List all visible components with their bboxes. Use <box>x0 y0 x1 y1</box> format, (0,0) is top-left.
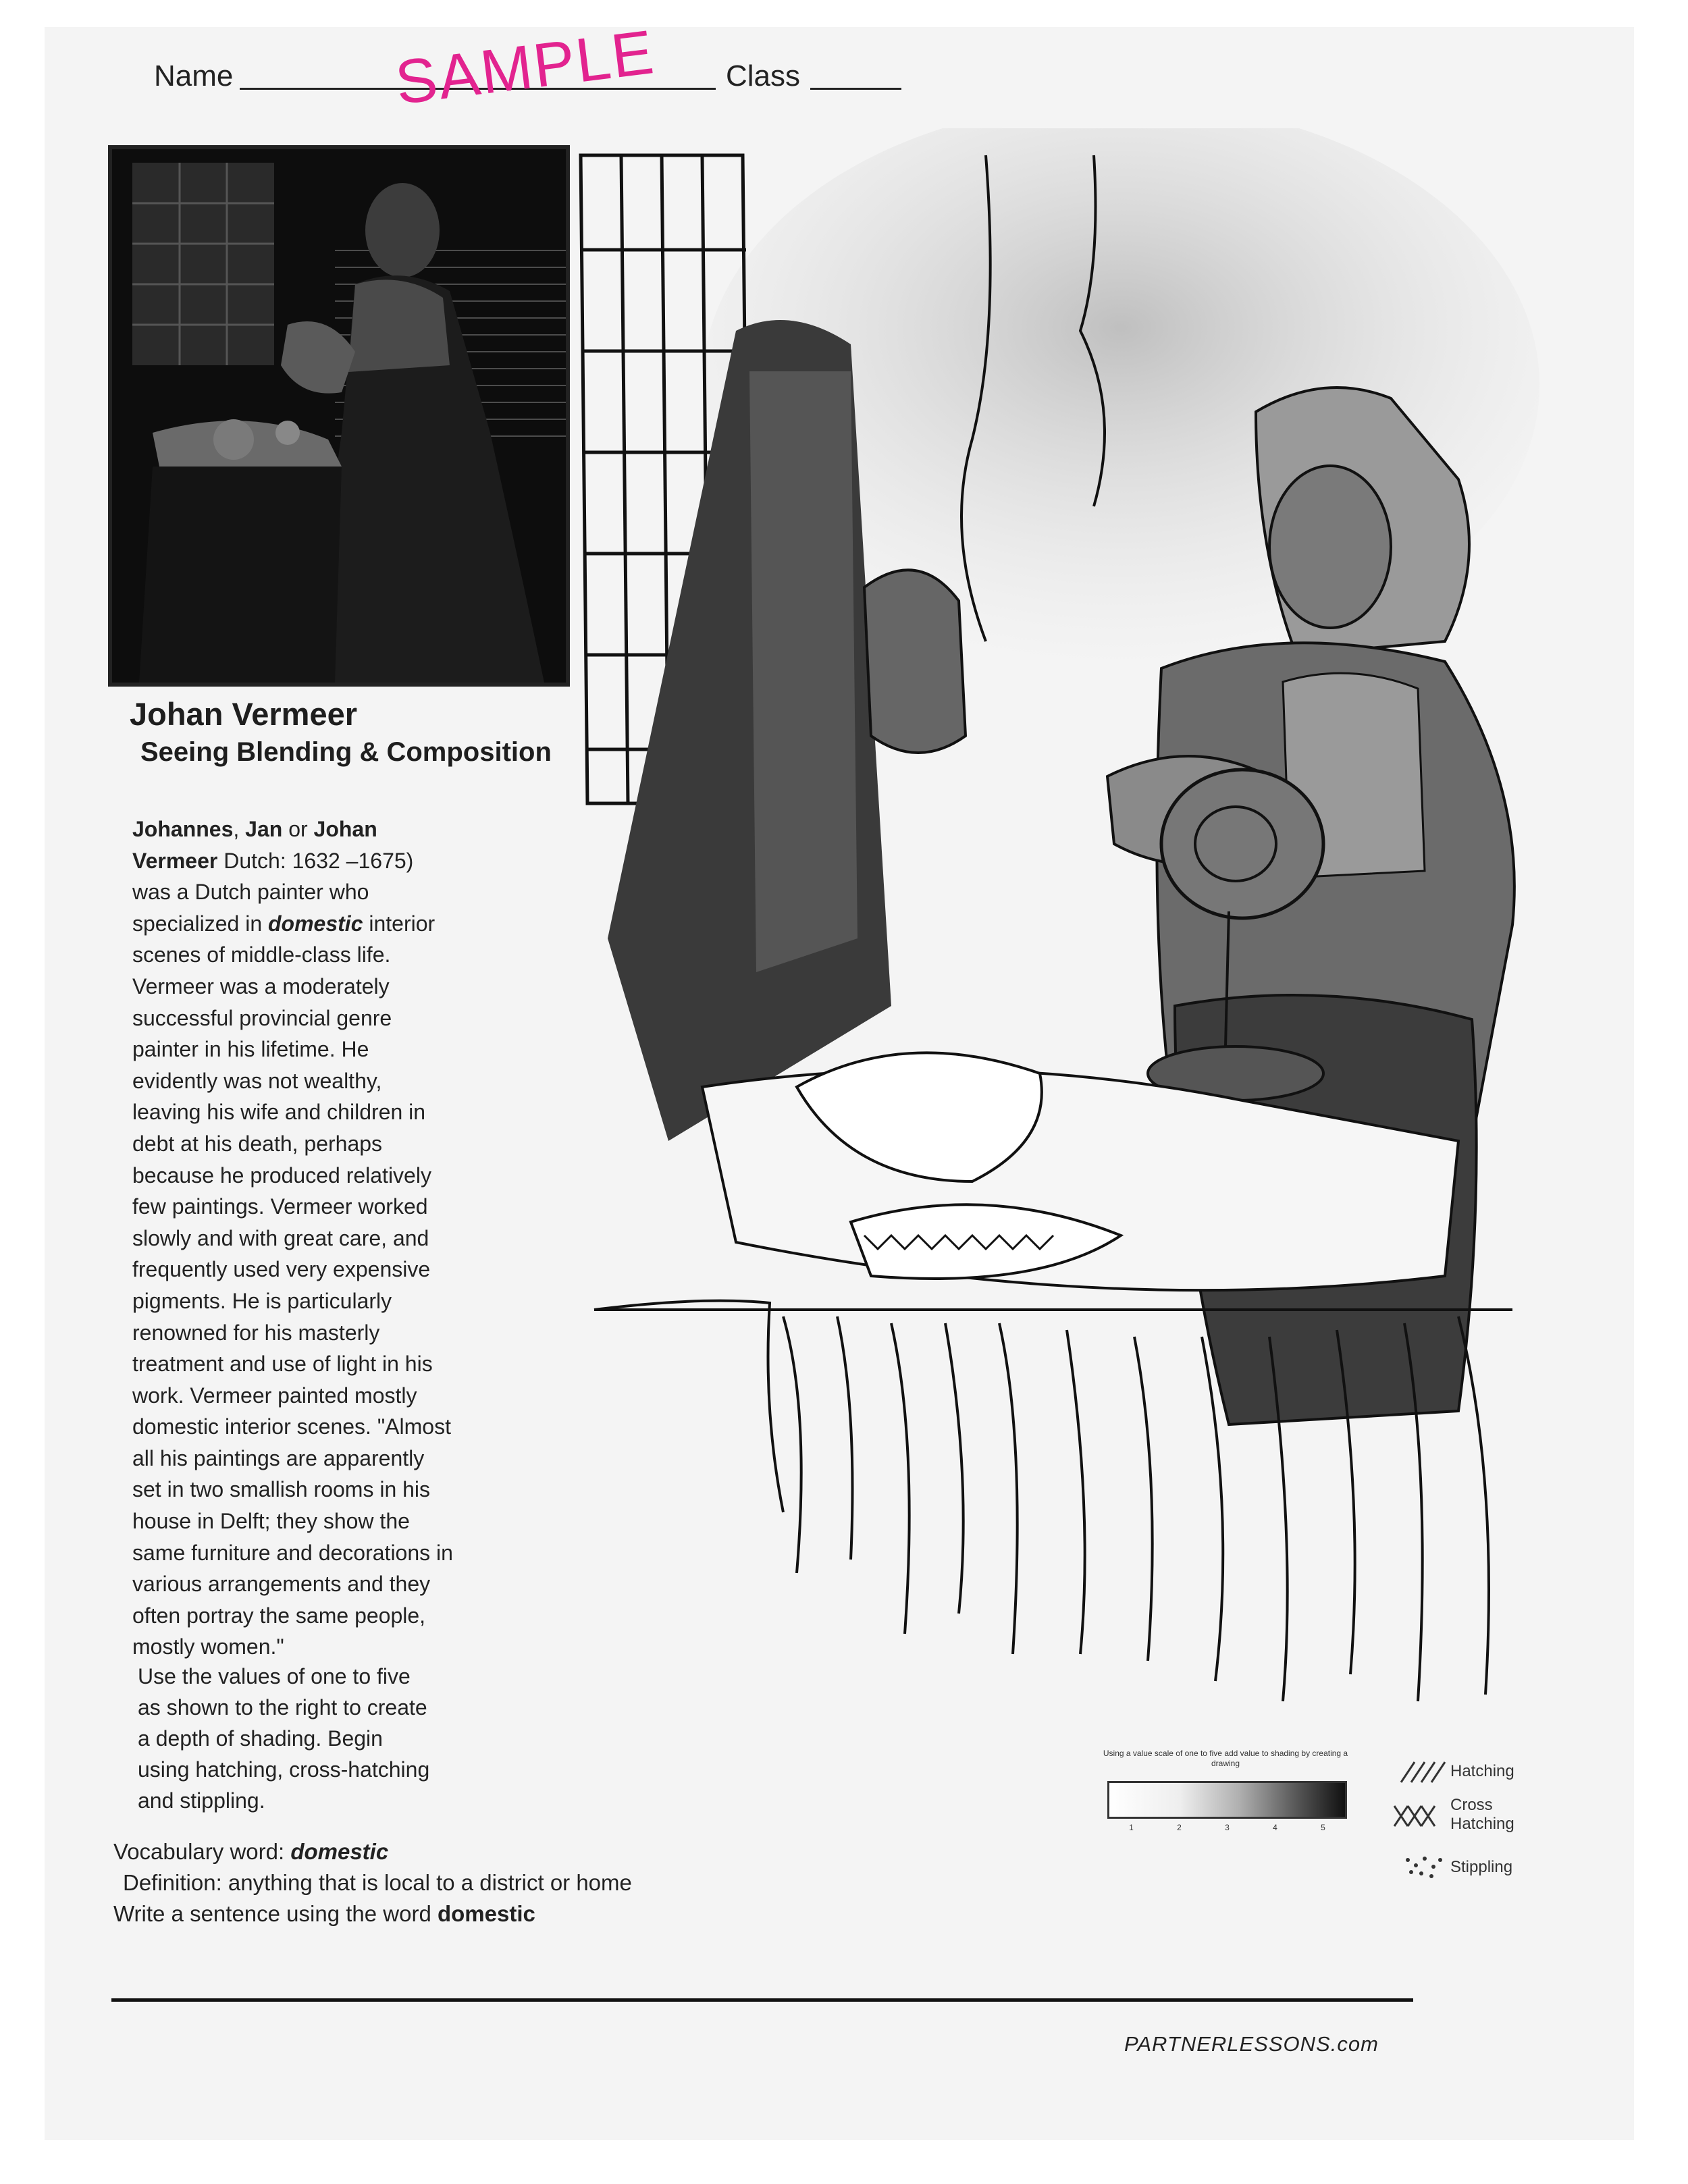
bio-line: successful provincial genre <box>132 1005 392 1030</box>
milkmaid-thumbnail-image <box>112 149 566 683</box>
bio-line: was a Dutch painter who <box>132 880 369 905</box>
shading-instructions <box>138 1661 570 1816</box>
bio-line: domestic interior scenes. "Almost <box>132 1414 451 1439</box>
bio-line: often portray the same people, <box>132 1603 426 1628</box>
sentence-answer-line[interactable] <box>111 1998 1413 2002</box>
artist-bio <box>132 814 551 1663</box>
instruction-line: a depth of shading. Begin <box>138 1726 383 1751</box>
bio-line: treatment and use of light in his <box>132 1352 433 1377</box>
bio-line: because he produced relatively <box>132 1163 431 1188</box>
value-number: 1 <box>1129 1823 1134 1832</box>
lesson-subtitle: Seeing Blending & Composition <box>140 737 552 767</box>
vocab-word-line: Vocabulary word: domestic <box>113 1839 389 1864</box>
cross-hatching-icon <box>1391 1803 1445 1830</box>
sample-watermark: SAMPLE <box>392 18 658 118</box>
bio-line: few paintings. Vermeer worked <box>132 1194 428 1219</box>
site-footer: PARTNERLESSONS.com <box>1124 2032 1379 2056</box>
class-blank-line[interactable] <box>810 88 901 90</box>
hatching-icon <box>1398 1759 1452 1786</box>
bio-line: mostly women." <box>132 1634 284 1659</box>
bio-line: house in Delft; they show the <box>132 1509 410 1534</box>
bio-line: work. Vermeer painted mostly <box>132 1383 417 1408</box>
bio-line: frequently used very expensive <box>132 1257 431 1282</box>
instruction-line: as shown to the right to create <box>138 1695 427 1720</box>
value-scale-bar <box>1107 1781 1347 1819</box>
bio-line: renowned for his masterly <box>132 1320 380 1345</box>
stippling-icon <box>1401 1853 1448 1880</box>
painting-thumbnail <box>108 145 570 687</box>
value-number: 2 <box>1177 1823 1182 1832</box>
bio-line: evidently was not wealthy, <box>132 1068 382 1093</box>
bio-line: same furniture and decorations in <box>132 1540 453 1565</box>
name-label: Name <box>154 59 234 92</box>
legend-stippling: Stippling <box>1450 1858 1513 1876</box>
vocab-definition: Definition: anything that is local to a district or home <box>123 1870 632 1895</box>
milkmaid-shading-drawing <box>567 128 1620 1749</box>
bio-line: all his paintings are apparently <box>132 1445 425 1470</box>
bio-line: Vermeer was a moderately <box>132 974 390 998</box>
value-number: 5 <box>1321 1823 1325 1832</box>
bio-line: set in two smallish rooms in his <box>132 1477 431 1502</box>
instruction-line: Use the values of one to five <box>138 1664 411 1688</box>
vocabulary-section <box>113 1836 632 1929</box>
bio-line: slowly and with great care, and <box>132 1225 429 1250</box>
bio-line: Vermeer Dutch: 1632 –1675) <box>132 848 414 873</box>
legend-cross-hatching: Cross Hatching <box>1450 1796 1514 1833</box>
bio-line: Johannes, Jan or Johan <box>132 817 377 841</box>
bio-line: specialized in domestic interior <box>132 911 436 936</box>
instruction-line: using hatching, cross-hatching <box>138 1757 430 1782</box>
bio-line: scenes of middle-class life. <box>132 942 391 967</box>
class-label: Class <box>726 59 801 92</box>
value-scale-numbers <box>1107 1823 1347 1832</box>
vocab-prompt: Write a sentence using the word domestic <box>113 1901 535 1926</box>
value-scale-caption: Using a value scale of one to five add value to shading by creating a drawing <box>1103 1749 1348 1768</box>
bio-line: various arrangements and they <box>132 1572 431 1597</box>
bio-line: debt at his death, perhaps <box>132 1131 383 1156</box>
value-number: 4 <box>1273 1823 1277 1832</box>
legend-hatching: Hatching <box>1450 1762 1514 1780</box>
bio-line: leaving his wife and children in <box>132 1100 426 1125</box>
bio-line: painter in his lifetime. He <box>132 1037 369 1062</box>
value-number: 3 <box>1225 1823 1230 1832</box>
artist-title: Johan Vermeer <box>130 696 358 732</box>
bio-line: pigments. He is particularly <box>132 1288 392 1313</box>
instruction-line: and stippling. <box>138 1788 265 1813</box>
